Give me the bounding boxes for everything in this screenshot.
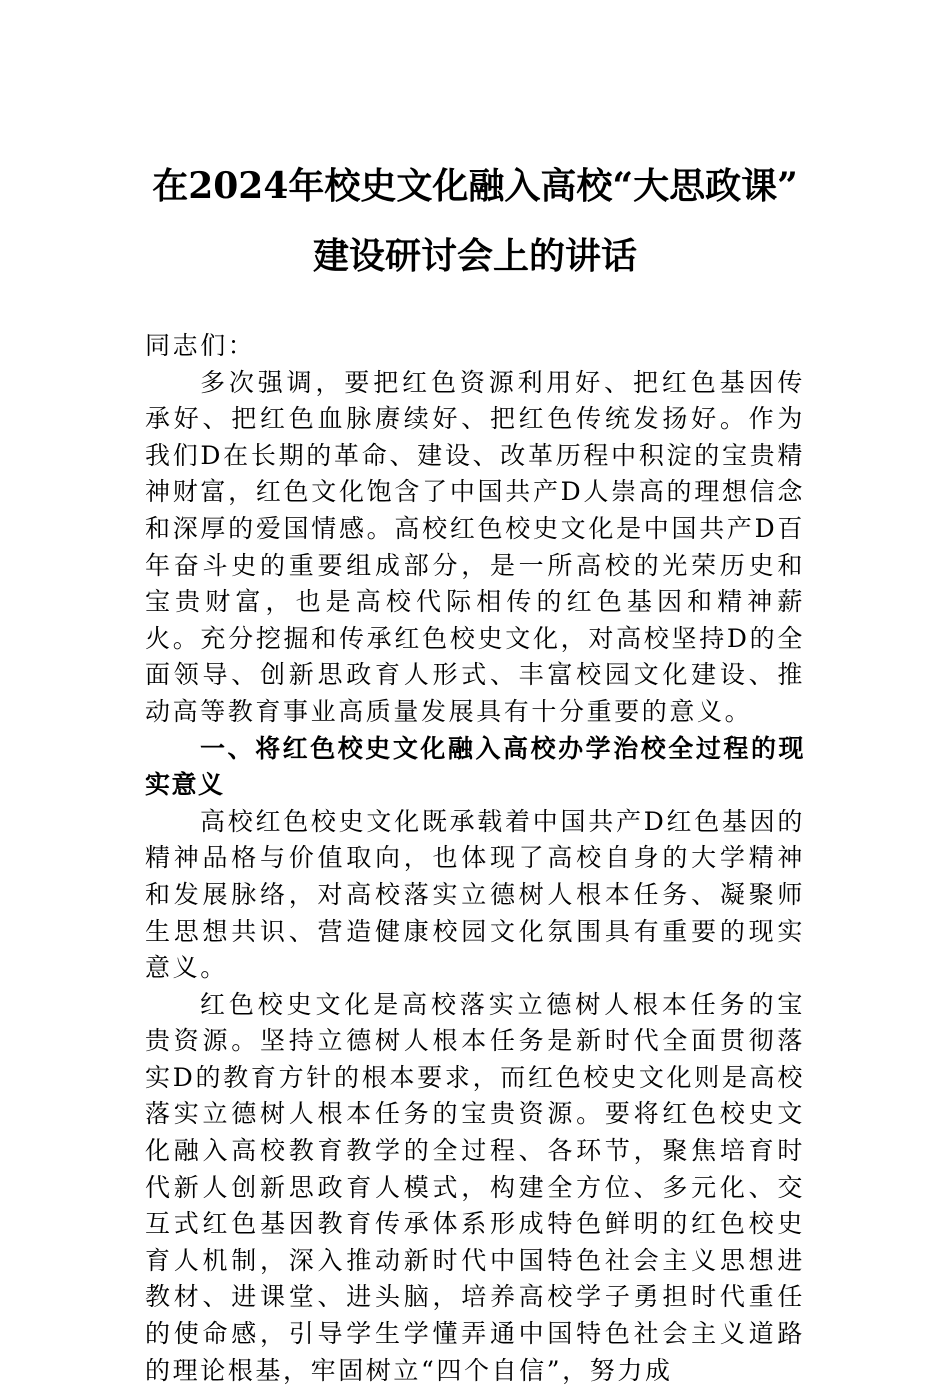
section-1-paragraph-2: 红色校史文化是高校落实立德树人根本任务的宝贵资源。坚持立德树人根本任务是新时代全面贯彻落实D的教育方针的根本要求，而红色校史文化则是高校落实立德树人根本任务的宝贵资源。要将红色校史文化融入高校教育教学的全过程、各环节，聚焦培育时代新人创新思政育人模式，构建全方位、多元化、交互式红色基因教育传承体系形成特色鲜明的红色校史育人机制，深入推动新时代中国特色社会主义思想进教材、进课堂、进头脑，培养高校学子勇担时代重任的使命感，引导学生学懂弄通中国特色社会主义道路的理论根基，牢固树立“四个自信”，努力成 (145, 989, 805, 1385)
document-body (145, 328, 805, 1389)
section-1-paragraph-1: 高校红色校史文化既承载着中国共产D红色基因的精神品格与价值取向，也体现了高校自身的大学精神和发展脉络，对高校落实立德树人根本任务、凝聚师生思想共识、营造健康校园文化氛围具有重要的现实意义。 (145, 806, 805, 983)
document-title-line-2: 建设研讨会上的讲话 (312, 235, 637, 277)
salutation: 同志们： (145, 331, 256, 360)
intro-paragraph: 多次强调，要把红色资源利用好、把红色基因传承好、把红色血脉赓续好、把红色传统发扬好。作为我们D在长期的革命、建设、改革历程中积淀的宝贵精神财富，红色文化饱含了中国共产D人崇高的理想信念和深厚的爱国情感。高校红色校史文化是中国共产D百年奋斗史的重要组成部分，是一所高校的光荣历史和宝贵财富，也是高校代际相传的红色基因和精神薪火。充分挖掘和传承红色校史文化，对高校坚持D的全面领导、创新思政育人形式、丰富校园文化建设、推动高等教育事业高质量发展具有十分重要的意义。 (145, 367, 805, 726)
document-title-line-1: 在2024年校史文化融入高校“大思政课” (152, 165, 798, 207)
section-1-heading: 一、将红色校史文化融入高校办学治校全过程的现实意义 (145, 733, 805, 800)
